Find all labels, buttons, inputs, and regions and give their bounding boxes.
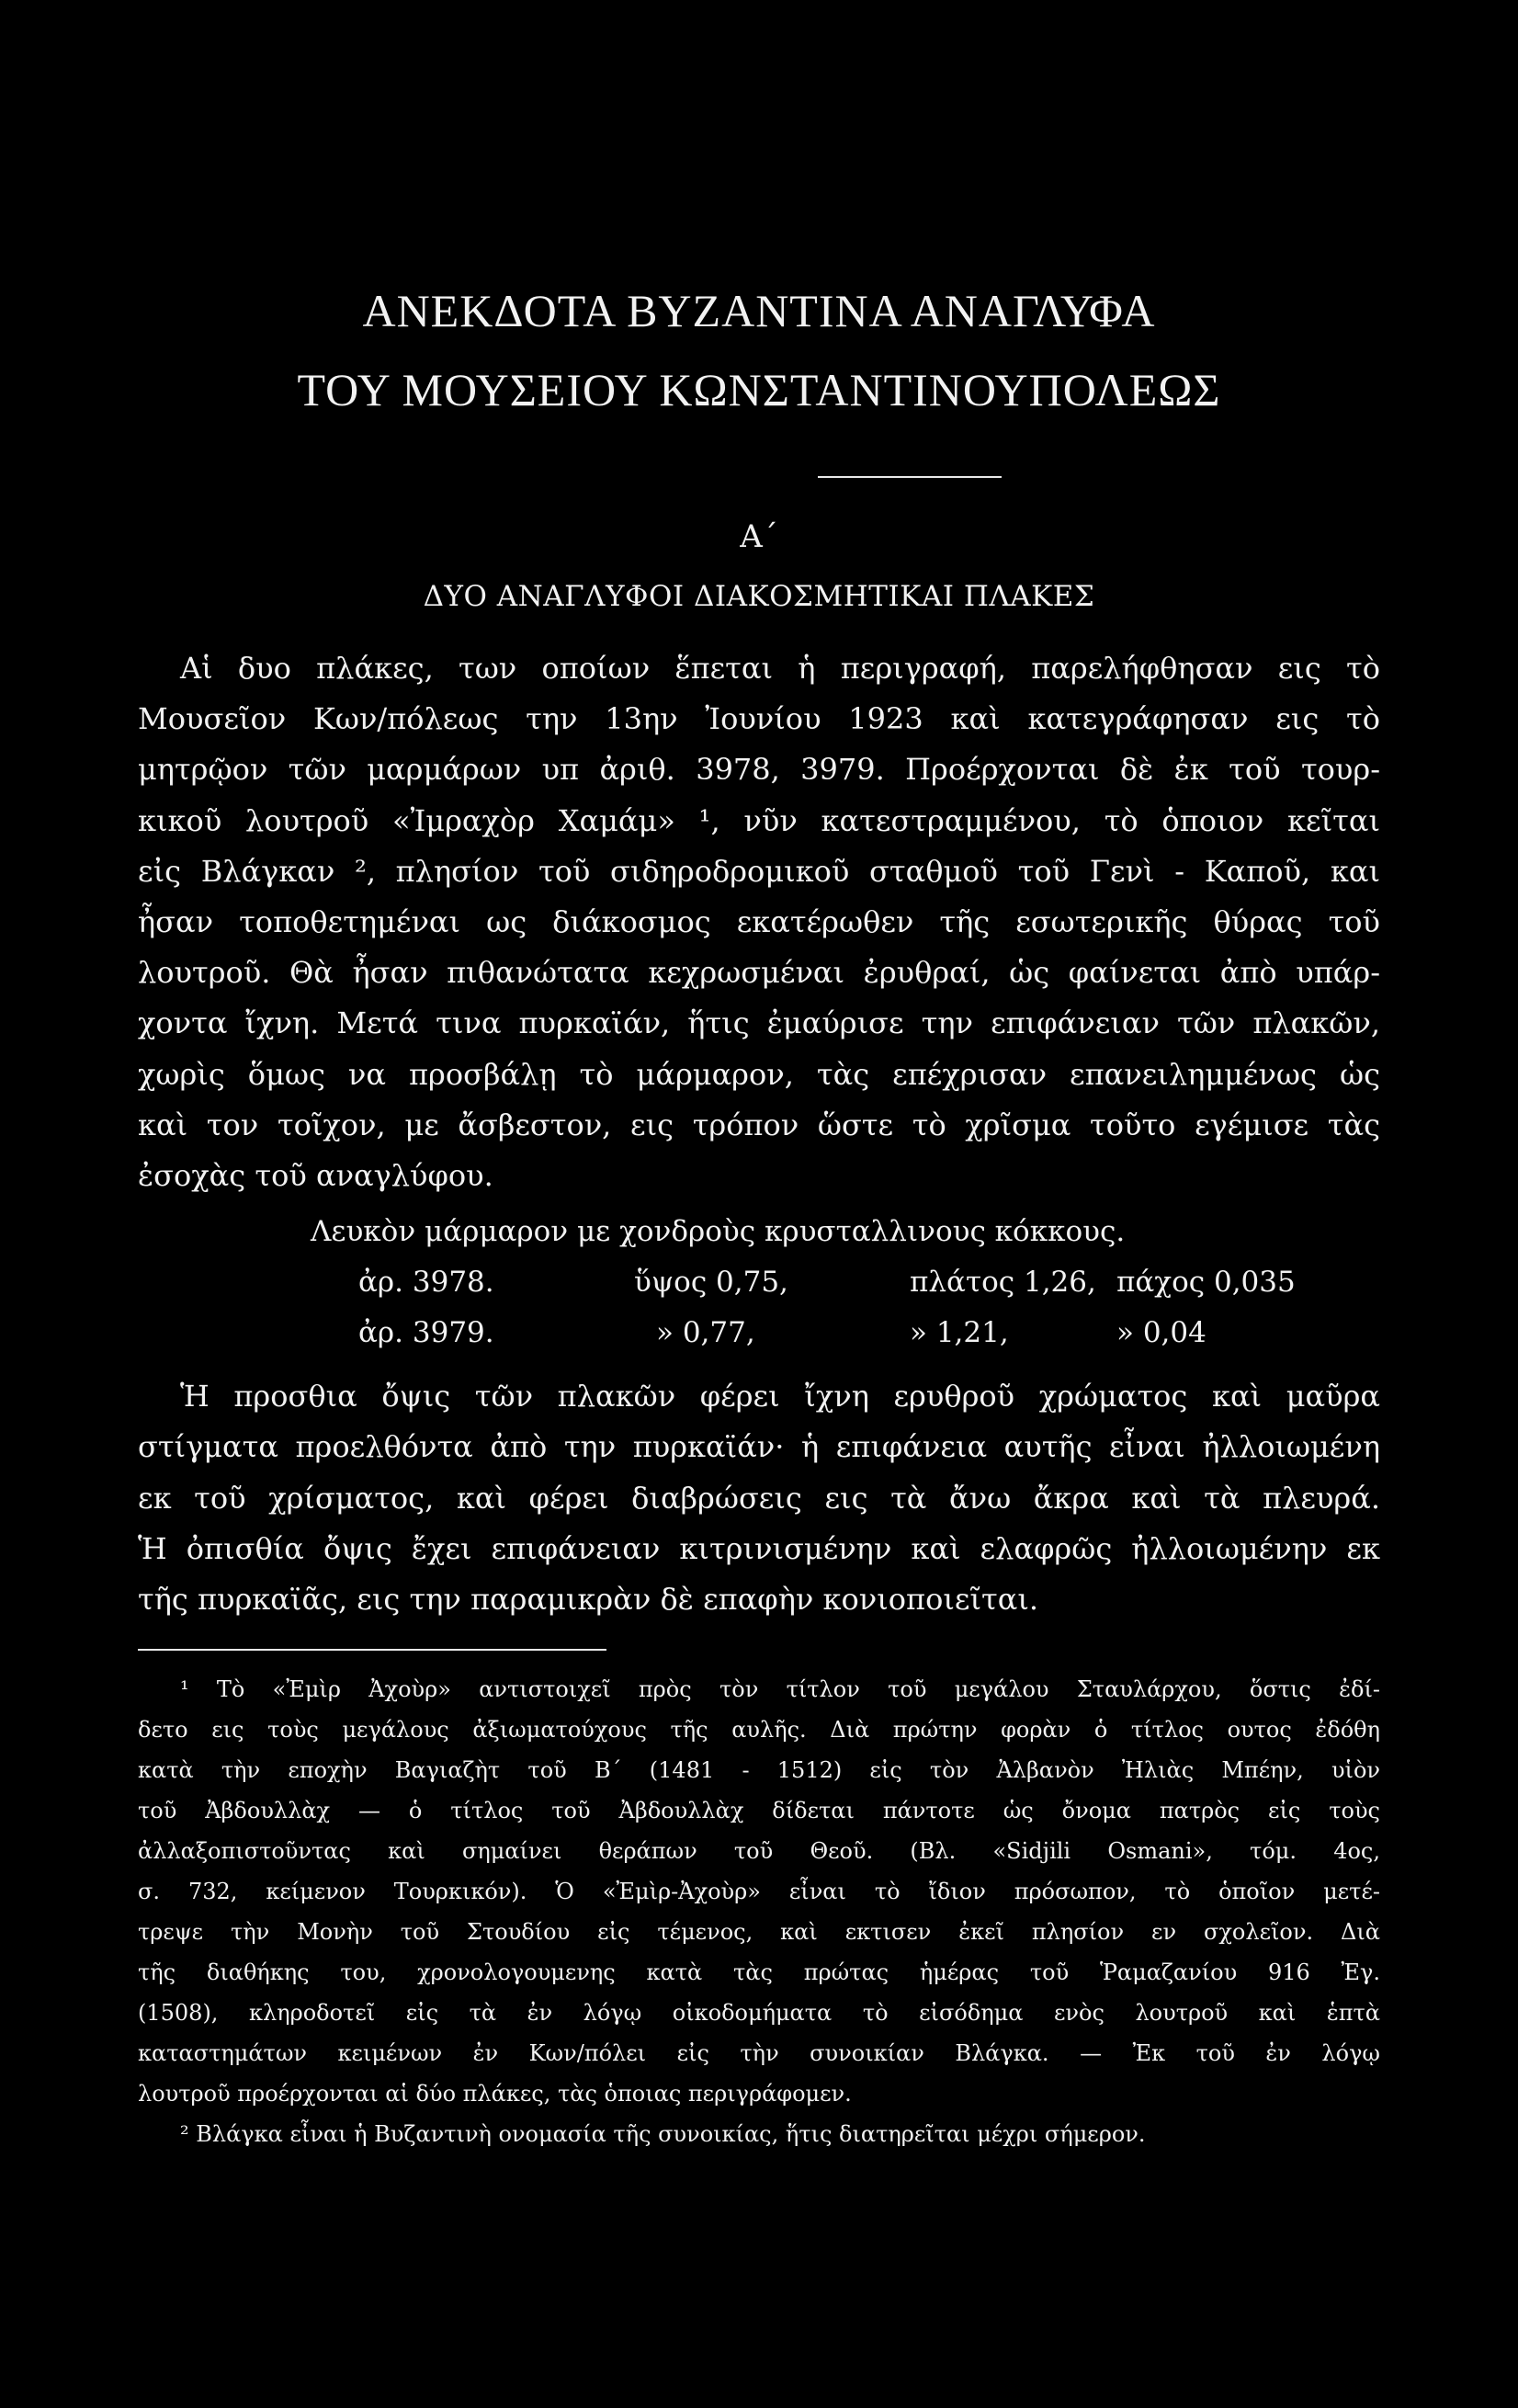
spec-height: » 0,77, — [656, 1316, 755, 1350]
paragraph-line: ἦσαν τοποθετημέναι ως διάκοσμος εκατέρωθεν τῆς εσωτερικῆς θύρας τοῦ — [138, 904, 1380, 940]
paragraph-line: Μουσεῖον Κων/πόλεως την 13ην Ἰουνίου 1923 καὶ κατεγράφησαν εις τὸ — [138, 701, 1380, 737]
paragraph-line: χωρὶς ὅμως να προσβάλῃ τὸ μάρμαρον, τὰς επέχρισαν επανειλημμένως ὡς — [138, 1056, 1380, 1092]
footnote-line: ¹ Τὸ «Ἐμὶρ Ἀχοὺρ» αντιστοιχεῖ πρὸς τὸν τίτλον τοῦ μεγάλου Σταυλάρχου, ὅστις ἐδί- — [180, 1676, 1380, 1703]
footnote-line: καταστημάτων κειμένων ἐν Κων/πόλει εἰς τὴν συνοικίαν Βλάγκα. — Ἐκ τοῦ ἐν λόγῳ — [138, 2040, 1380, 2067]
footnote-line: ἀλλαξοπιστοῦντας καὶ σημαίνει θεράπων τοῦ Θεοῦ. (Βλ. «Sidjili Osmani», τόμ. 4ος, — [138, 1838, 1380, 1865]
paragraph-line: μητρῷον τῶν μαρμάρων υπ ἀριθ. 3978, 3979. Προέρχονται δὲ ἐκ τοῦ τουρ- — [138, 752, 1380, 788]
section-letter: Α΄ — [740, 518, 778, 555]
material-description: Λευκὸν μάρμαρον με χονδροὺς κρυσταλλινους κόκκους. — [311, 1215, 1126, 1249]
footnote-line: σ. 732, κείμενον Τουρκικόν). Ὁ «Ἐμὶρ-Ἀχοὺρ» εἶναι τὸ ἴδιον πρόσωπον, τὸ ὁποῖον μετέ- — [138, 1879, 1380, 1905]
spec-thickness: » 0,04 — [1116, 1316, 1206, 1350]
footnote-line: λουτροῦ προέρχονται αἱ δύο πλάκες, τὰς ὁποιας περιγράφομεν. — [138, 2081, 852, 2107]
footnote-line: ² Βλάγκα εἶναι ἡ Βυζαντινὴ ονομασία τῆς συνοικίας, ἥτις διατηρεῖται μέχρι σήμερον. — [180, 2121, 1146, 2148]
paragraph-line: λουτροῦ. Θὰ ἦσαν πιθανώτατα κεχρωσμέναι ἐρυθραί, ὡς φαίνεται ἀπὸ υπάρ- — [138, 955, 1380, 991]
spec-number: ἀρ. 3978. — [358, 1266, 494, 1300]
footnote-line: τρεψε τὴν Μονὴν τοῦ Στουδίου εἰς τέμενος, καὶ εκτισεν ἐκεῖ πλησίον εν σχολεῖον. Διὰ — [138, 1919, 1380, 1946]
paragraph-intro — [138, 643, 1380, 1201]
paragraph-line: Αἱ δυο πλάκες, των οποίων ἕπεται ἡ περιγραφή, παρελήφθησαν εις τὸ — [180, 651, 1380, 686]
title-divider — [818, 476, 1002, 478]
paragraph-line: Ἡ ὀπισθία ὄψις ἔχει επιφάνειαν κιτρινισμένην καὶ ελαφρῶς ἠλλοιωμένην εκ — [138, 1530, 1380, 1566]
document-subtitle: ΤΟΥ ΜΟΥΣΕΙΟΥ ΚΩΝΣΤΑΝΤΙΝΟΥΠΟΛΕΩΣ — [297, 364, 1221, 415]
paragraph-line: εἰς Βλάγκαν ², πλησίον τοῦ σιδηροδρομικοῦ σταθμοῦ τοῦ Γενὶ - Καποῦ, και — [138, 853, 1380, 889]
spec-height: ὕψος 0,75, — [634, 1266, 788, 1300]
footnote-divider — [138, 1649, 606, 1651]
paragraph-line: χοντα ἴχνη. Μετά τινα πυρκαϊάν, ἥτις ἐμαύρισε την επιφάνειαν τῶν πλακῶν, — [138, 1005, 1380, 1041]
footnotes — [138, 1669, 1380, 2154]
footnote-line: κατὰ τὴν εποχὴν Βαγιαζὴτ τοῦ Β΄ (1481 - 1512) εἰς τὸν Ἀλβανὸν Ἠλιὰς Μπέην, υἱὸν — [138, 1757, 1380, 1784]
spec-row — [138, 1257, 1380, 1308]
paragraph-line: κικοῦ λουτροῦ «Ἰμραχὸρ Χαμάμ» ¹, νῦν κατεστραμμένου, τὸ ὁποιον κεῖται — [138, 802, 1380, 838]
footnote-line: (1508), κληροδοτεῖ εἰς τὰ ἐν λόγῳ οἰκοδομήματα τὸ εἰσόδημα ενὸς λουτροῦ καὶ ἑπτὰ — [138, 2000, 1380, 2027]
paragraph-line: τῆς πυρκαϊᾶς, εις την παραμικρὰν δὲ επαφὴν κονιοποιεῖται. — [138, 1582, 1039, 1618]
spec-width: πλάτος 1,26, — [910, 1266, 1096, 1300]
spec-row — [138, 1308, 1380, 1358]
footnote-line: τοῦ Ἀβδουλλὰχ — ὁ τίτλος τοῦ Ἀβδουλλὰχ δίδεται πάντοτε ὡς ὄνομα πατρὸς εἰς τοὺς — [138, 1798, 1380, 1824]
paragraph-line: καὶ τον τοῖχον, με ἄσβεστον, εις τρόπον ὥστε τὸ χρῖσμα τοῦτο εγέμισε τὰς — [138, 1107, 1380, 1142]
specifications — [138, 1207, 1380, 1358]
spec-width: » 1,21, — [910, 1316, 1009, 1350]
paragraph-line: εκ τοῦ χρίσματος, καὶ φέρει διαβρώσεις εις τὰ ἄνω ἄκρα καὶ τὰ πλευρά. — [138, 1480, 1380, 1516]
paragraph-line: στίγματα προελθόντα ἀπὸ την πυρκαϊάν· ἡ επιφάνεια αυτῆς εἶναι ἠλλοιωμένη — [138, 1429, 1380, 1465]
spec-thickness: πάχος 0,035 — [1116, 1266, 1296, 1300]
document-title: ΑΝΕΚΔΟΤΑ ΒΥΖΑΝΤΙΝΑ ΑΝΑΓΛΥΦΑ — [362, 285, 1156, 336]
paragraph-line: Ἡ προσθια ὄψις τῶν πλακῶν φέρει ἴχνη ερυθροῦ χρώματος καὶ μαῦρα — [180, 1379, 1380, 1414]
spec-number: ἀρ. 3979. — [358, 1316, 494, 1350]
footnote-line: δετο εις τοὺς μεγάλους ἀξιωματούχους τῆς αυλῆς. Διὰ πρώτην φορὰν ὁ τίτλος ουτος ἐδόθη — [138, 1717, 1380, 1744]
section-title: ΔΥΟ ΑΝΑΓΛΥΦΟΙ ΔΙΑΚΟΣΜΗΤΙΚΑΙ ΠΛΑΚΕΣ — [423, 580, 1095, 613]
paragraph-line: ἐσοχὰς τοῦ αναγλύφου. — [138, 1158, 493, 1194]
footnote-line: τῆς διαθήκης του, χρονολογουμενης κατὰ τὰς πρώτας ἡμέρας τοῦ Ῥαμαζανίου 916 Ἐγ. — [138, 1959, 1380, 1986]
paragraph-description — [138, 1371, 1380, 1625]
